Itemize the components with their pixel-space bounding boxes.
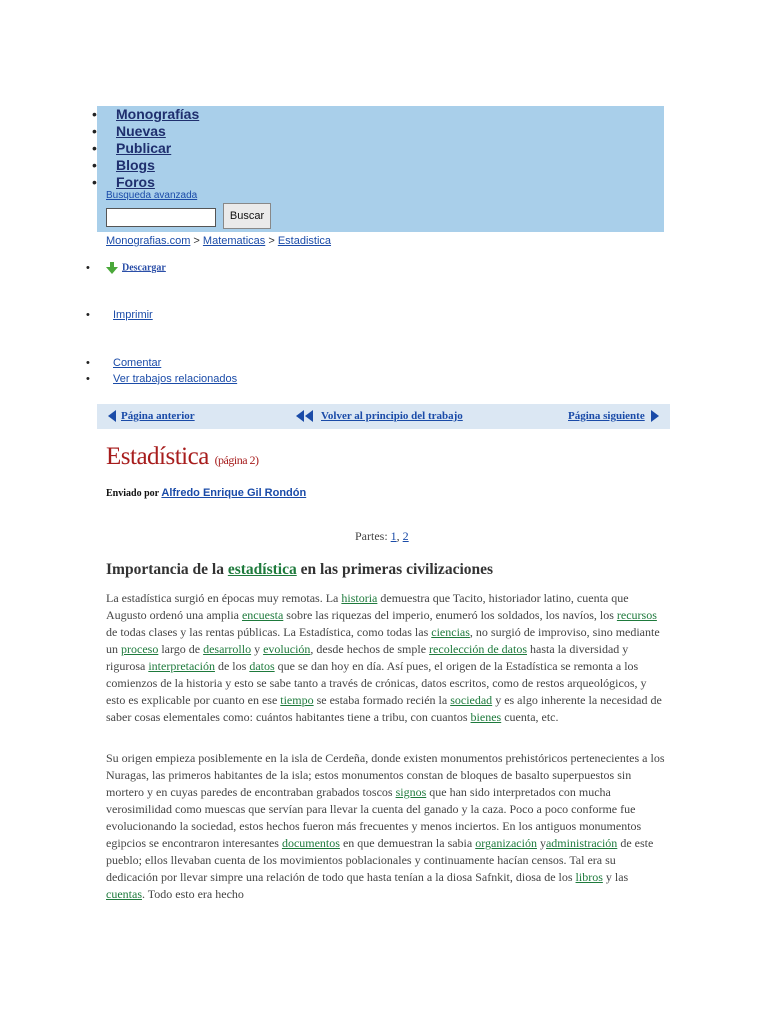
- paragraph-1: La estadística surgió en épocas muy remotas. La historia demuestra que Tacito, historiador latino, cuenta que Augusto ordenó una amplia encuesta sobre las riquezas del imperio, enumeró los soldados, los navíos, los recursos de todas clases y las rentas públicas. La Estadística, como todas las ciencias, no surgió de improviso, sino mediante un proceso largo de desarrollo y evolución, desde hechos de smple recolección de datos hasta la diversidad y rigurosa interpretación de los datos que se dan hoy en día. Así pues, el origen de la Estadística se remonta a los comienzos de la historia y esto se sabe tanto a través de crónicas, datos escritos, como de restos arqueológicos, y esto es explicable por cuanto en ese tiempo se estaba formado recién la sociedad y es algo inherente la necesidad de saber cosas elementales como: cuántos habitantes tiene a tribu, con cuantos bienes cuenta, etc.: [106, 591, 662, 724]
- print-item[interactable]: • Imprimir: [86, 309, 153, 321]
- link-ciencias[interactable]: ciencias: [431, 625, 470, 639]
- page-navigation-bar: [97, 404, 670, 429]
- page-title-subtitle: (página 2): [214, 453, 259, 467]
- nav-link-publicar[interactable]: Publicar: [116, 140, 172, 156]
- link-cuentas[interactable]: cuentas: [106, 887, 142, 901]
- comment-item[interactable]: • Comentar: [86, 357, 162, 369]
- link-sociedad[interactable]: sociedad: [450, 693, 493, 707]
- link-recoleccion-de-datos[interactable]: recolección de datos: [429, 642, 527, 656]
- back-arrow-icon: [305, 410, 313, 422]
- search-button[interactable]: Buscar: [223, 203, 271, 229]
- link-administracion[interactable]: administración: [545, 836, 618, 850]
- back-to-start-link[interactable]: Volver al principio del trabajo: [321, 410, 463, 422]
- link-signos[interactable]: signos: [395, 785, 427, 799]
- breadcrumb-separator: >: [265, 235, 278, 247]
- download-link[interactable]: Descargar: [122, 262, 166, 274]
- related-works-item[interactable]: • Ver trabajos relacionados: [86, 373, 238, 385]
- heading-link-estadistica[interactable]: estadística: [227, 561, 297, 578]
- breadcrumb: [106, 235, 331, 247]
- search-input[interactable]: [106, 208, 216, 227]
- part-link-1[interactable]: 1: [390, 529, 397, 543]
- link-datos[interactable]: datos: [249, 659, 275, 673]
- download-item[interactable]: • Descargar: [86, 262, 166, 274]
- breadcrumb-separator: >: [190, 235, 203, 247]
- breadcrumb-section[interactable]: Matematicas: [202, 235, 266, 247]
- related-works-link[interactable]: Ver trabajos relacionados: [113, 373, 238, 385]
- next-arrow-icon: [651, 410, 659, 422]
- print-link[interactable]: Imprimir: [113, 309, 153, 321]
- link-interpretacion[interactable]: interpretación: [148, 659, 215, 673]
- byline: [106, 487, 306, 499]
- top-navigation-bar: • Monografías • Nuevas • Publicar • Blogs • Foros Busqueda avanzada Buscar: [97, 106, 664, 232]
- link-documentos[interactable]: documentos: [281, 836, 340, 850]
- parts-pagination: Partes: 1, 2: [355, 529, 409, 543]
- nav-link-foros[interactable]: Foros: [116, 174, 155, 190]
- page-title-text: Estadística: [106, 443, 209, 470]
- nav-link-blogs[interactable]: Blogs: [116, 157, 155, 173]
- parts-label: Partes:: [355, 529, 388, 543]
- part-link-2[interactable]: 2: [402, 529, 409, 543]
- link-desarrollo[interactable]: desarrollo: [203, 642, 252, 656]
- breadcrumb-current[interactable]: Estadistica: [277, 235, 332, 247]
- next-page-link[interactable]: Página siguiente: [568, 410, 645, 422]
- nav-link-nuevas[interactable]: Nuevas: [116, 123, 166, 139]
- link-bienes[interactable]: bienes: [470, 710, 502, 724]
- link-proceso[interactable]: proceso: [121, 642, 159, 656]
- previous-page-link[interactable]: Página anterior: [121, 410, 195, 422]
- link-libros[interactable]: libros: [575, 870, 603, 884]
- breadcrumb-home[interactable]: Monografias.com: [106, 235, 191, 247]
- previous-arrow-icon: [108, 410, 116, 422]
- paragraph-2: Su origen empieza posiblemente en la isla de Cerdeña, donde existen monumentos prehistóricos pertenecientes a los Nuragas, las primeros habitantes de la isla; estos monumentos constan de bloques de basalto superpuestos sin mortero y en cuyas paredes de encontraban grabados toscos signos que han sido interpretados con mucha verosimilidad como muescas que servían para llevar la cuenta del ganado y la caza. Poco a poco conforme fue evolucionando la sociedad, estos hechos fueron más frecuentes y menos inciertos. En los antiguos monumentos egipcios se encontraron interesantes documentos en que demuestran la sabia organización yadministración de este pueblo; ellos llevaban cuenta de los movimientos poblacionales y continuamente hacían censos. Tal era su dedicación por llevar simpre una relación de todo que hasta tenían a la diosa Safnkit, diosa de los libros y las cuentas. Todo esto era hecho: [106, 751, 665, 901]
- link-organizacion[interactable]: organización: [475, 836, 537, 850]
- link-historia[interactable]: historia: [341, 591, 378, 605]
- link-encuesta[interactable]: encuesta: [241, 608, 284, 622]
- link-tiempo[interactable]: tiempo: [280, 693, 314, 707]
- advanced-search-link[interactable]: Busqueda avanzada: [106, 190, 198, 201]
- comment-link[interactable]: Comentar: [113, 357, 162, 369]
- section-heading: Importancia de la estadística en las primeras civilizaciones: [106, 561, 494, 578]
- link-evolucion[interactable]: evolución: [263, 642, 311, 656]
- download-arrow-icon: [106, 262, 118, 274]
- nav-link-monografias[interactable]: Monografías: [116, 106, 200, 122]
- author-link[interactable]: Alfredo Enrique Gil Rondón: [161, 487, 307, 499]
- byline-prefix: Enviado por: [106, 488, 159, 499]
- back-arrow-icon: [296, 410, 304, 422]
- page-title: [106, 443, 259, 471]
- link-recursos[interactable]: recursos: [616, 608, 657, 622]
